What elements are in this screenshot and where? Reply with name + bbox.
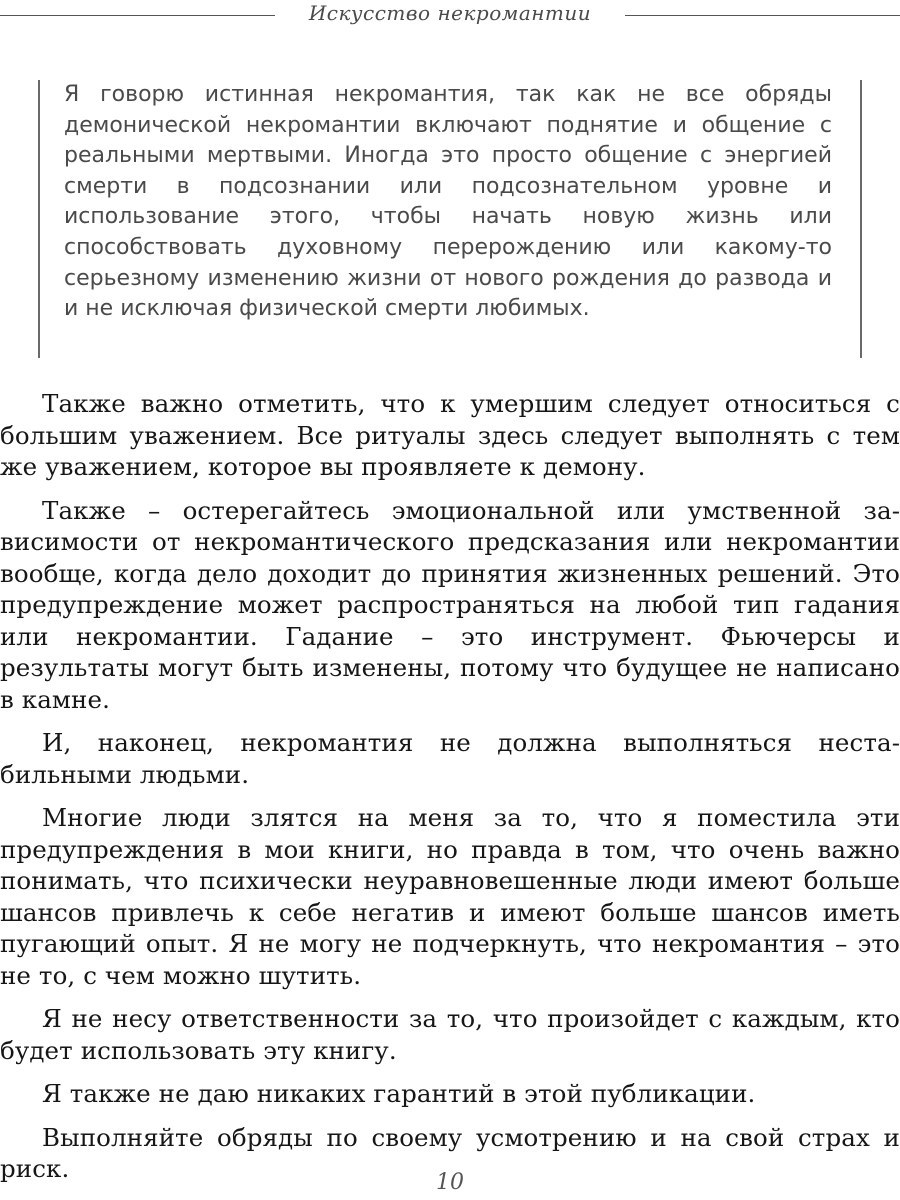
page-number: 10 — [436, 1170, 464, 1195]
paragraph: Выполняйте обряды по своему усмотрению и на свой страх и риск. — [0, 1122, 900, 1183]
body-text — [0, 388, 900, 1197]
book-title: Искусство некромантии — [301, 1, 599, 25]
paragraph: Также важно отметить, что к умершим следует относиться с большим уважением. Все ритуалы здесь следует выполнять с тем же уважением, которое вы проявляете к демону. — [0, 389, 900, 481]
quote-text: Я говорю истинная некромантия, так как не все обряды демонической некромантии включают поднятие и общение с реальными мертвыми. Иногда это просто общение с энергией смерти в подсознании или подсознательном уровне и использование этого, чтобы начать новую жизнь или способствовать духовному перерождению или какому-то серьезному изменению жизни от нового рождения до развода и и не исключая физической смерти любимых. — [64, 82, 832, 322]
header-rule-left — [0, 15, 275, 16]
quote-block — [38, 80, 862, 358]
paragraph: Я также не даю никаких гарантий в этой публикации. — [42, 1079, 756, 1108]
paragraph: Я не несу ответственности за то, что произойдет с каждым, кто будет использовать эту книгу. — [0, 1004, 900, 1065]
paragraph: Также – остерегайтесь эмоциональной или умственной зависимости от некромантического предсказания или некромантии вообще, когда дело доходит до принятия жизненных решений. Это предупреждение может распространяться на любой тип гадания или некромантии. Гадание – это инструмент. Фьючерсы и результаты могут быть изменены, потому что будущее не написано в камне. — [0, 495, 900, 714]
running-header — [0, 0, 900, 30]
paragraph: И, наконец, некромантия не должна выполняться нестабильными людьми. — [0, 728, 900, 789]
header-rule-right — [625, 15, 900, 16]
paragraph: Многие люди злятся на меня за то, что я поместила эти предупреждения в мои книги, но правда в том, что очень важно понимать, что психически неуравновешенные люди имеют больше шансов привлечь к себе негатив и имеют больше шансов иметь пугающий опыт. Я не могу не подчеркнуть, что некромантия – это не то, с чем можно шутить. — [0, 803, 900, 990]
